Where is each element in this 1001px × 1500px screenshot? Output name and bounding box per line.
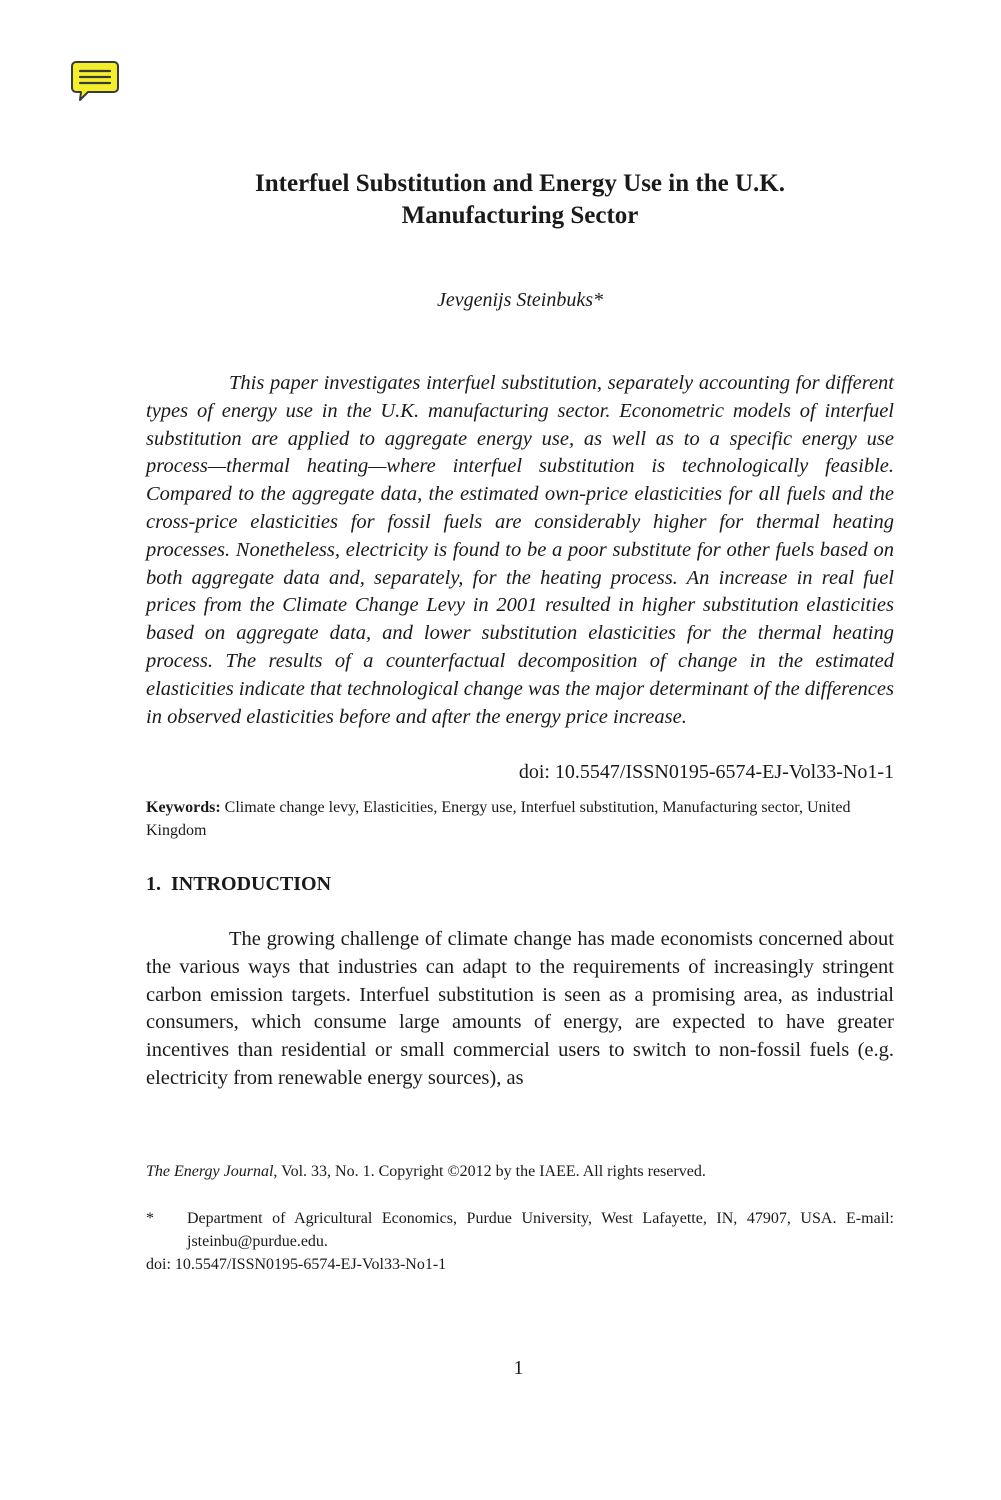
journal-copyright: , Vol. 33, No. 1. Copyright ©2012 by the IAEE. All rights reserved. bbox=[273, 1163, 706, 1180]
footnote-text: Department of Agricultural Economics, Purdue University, West Lafayette, IN, 47907, USA. E-mail: jsteinbu@purdue.edu. bbox=[187, 1210, 894, 1250]
keywords-label: Keywords: bbox=[146, 799, 221, 816]
author-name: Jevgenijs Steinbuks* bbox=[436, 289, 604, 311]
author-footnote bbox=[146, 1207, 894, 1253]
abstract-doi: doi: 10.5547/ISSN0195-6574-EJ-Vol33-No1-1 bbox=[518, 761, 894, 783]
keywords-list: Climate change levy, Elasticities, Energy use, Interfuel substitution, Manufacturing sector, United Kingdom bbox=[146, 799, 851, 839]
paper-title-line-2: Manufacturing Sector bbox=[401, 202, 639, 229]
keywords bbox=[146, 796, 876, 842]
paper-title bbox=[140, 168, 900, 232]
section-heading-introduction bbox=[146, 871, 331, 897]
journal-citation bbox=[146, 1161, 706, 1183]
abstract-text: This paper investigates interfuel substitution, separately accounting for different types of energy use in the U.K. manufacturing sector. Econometric models of interfuel substitution are applied to aggregate energy use, as well as to a specific energy use process—thermal heating—where interfuel substitution is technologically feasible. Compared to the aggregate data, the estimated own-price elasticities for all fuels and the cross-price elasticities for fossil fuels are considerably higher for thermal heating processes. Nonetheless, electricity is found to be a poor substitute for other fuels based on both aggregate data and, separately, for the heating process. An increase in real fuel prices from the Climate Change Levy in 2001 resulted in higher substitution elasticities based on aggregate data, and lower substitution elasticities for the thermal heating process. The results of a counterfactual decomposition of change in the estimated elasticities indicate that technological change was the major determinant of the differences in observed elasticities before and after the energy price increase. bbox=[146, 372, 894, 728]
paper-title-line-1: Interfuel Substitution and Energy Use in the U.K. bbox=[255, 170, 785, 197]
note-annotation-icon[interactable] bbox=[70, 60, 120, 104]
page-number: 1 bbox=[513, 1357, 524, 1379]
journal-name: The Energy Journal bbox=[146, 1163, 274, 1180]
footer-doi: doi: 10.5547/ISSN0195-6574-EJ-Vol33-No1-1 bbox=[146, 1256, 447, 1273]
speech-bubble-note-icon bbox=[70, 60, 120, 104]
intro-paragraph: The growing challenge of climate change has made economists concerned about the various ways that industries can adapt to the requirements of increasingly stringent carbon emission targets. Interfuel substitution is seen as a promising area, as industrial consumers, which consume large amounts of energy, are expected to have greater incentives than residential or small commercial users to switch to non-fossil fuels (e.g. electricity from renewable energy sources), as bbox=[146, 928, 894, 1089]
footnote-marker: * bbox=[146, 1210, 154, 1227]
section-number: 1. bbox=[146, 873, 161, 895]
section-title: INTRODUCTION bbox=[171, 873, 332, 895]
